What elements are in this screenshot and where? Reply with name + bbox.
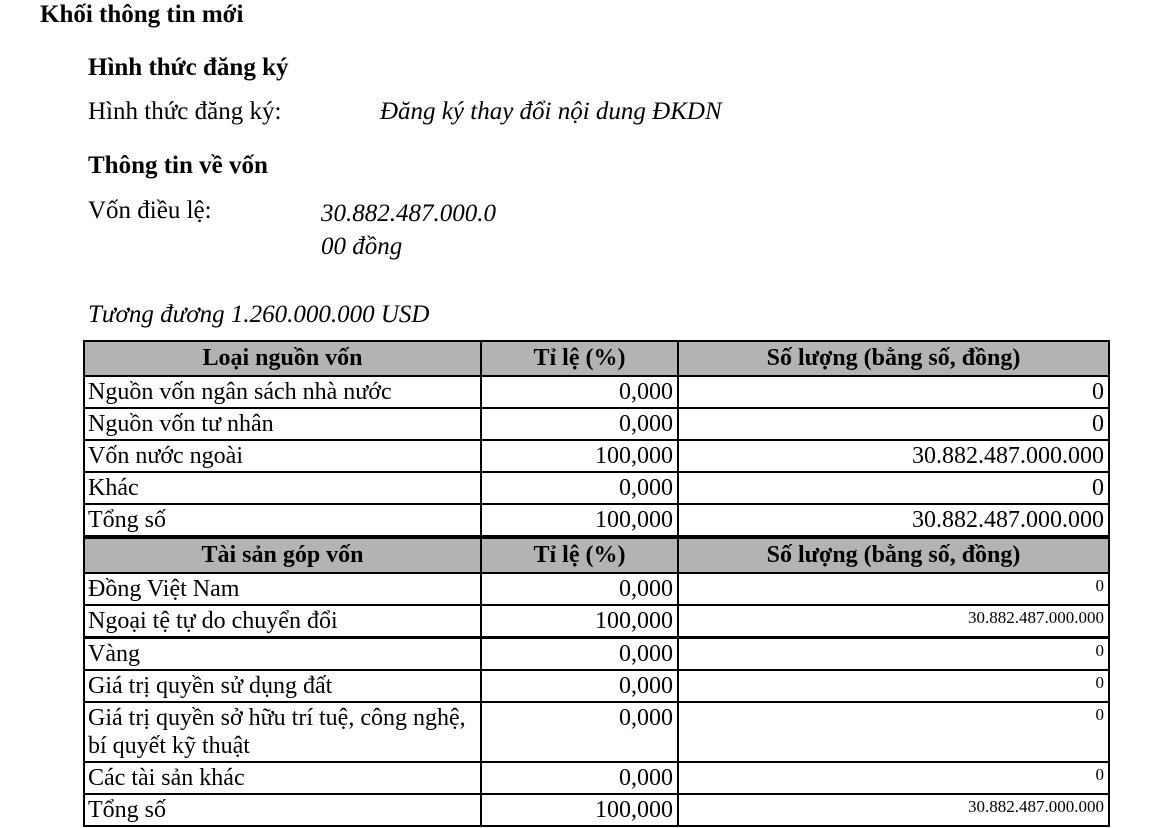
- cell-percentage: 0,000: [481, 670, 678, 702]
- table-row: [84, 472, 1109, 504]
- header-percentage: Tỉ lệ (%): [481, 538, 678, 573]
- table-row: [84, 638, 1109, 671]
- registration-field-label: Hình thức đăng ký:: [88, 98, 282, 125]
- cell-amount: 0: [678, 376, 1109, 408]
- cell-amount: 30.882.487.000.000: [678, 440, 1109, 472]
- cell-amount: 0: [678, 638, 1109, 671]
- cell-percentage: 0,000: [481, 472, 678, 504]
- table-total-row: [84, 794, 1109, 826]
- cell-source-name: Nguồn vốn tư nhân: [84, 408, 481, 440]
- cell-percentage: 100,000: [481, 605, 678, 638]
- cell-amount: 0: [678, 408, 1109, 440]
- registration-field-value: Đăng ký thay đổi nội dung ĐKDN: [380, 98, 722, 125]
- cell-amount: 30.882.487.000.000: [678, 794, 1109, 826]
- cell-asset-name: Tổng số: [84, 794, 481, 826]
- header-amount: Số lượng (bằng số, đồng): [678, 341, 1109, 376]
- cell-percentage: 100,000: [481, 440, 678, 472]
- section-heading-capital: Thông tin về vốn: [88, 152, 268, 179]
- header-amount: Số lượng (bằng số, đồng): [678, 538, 1109, 573]
- cell-amount: 0: [678, 762, 1109, 794]
- cell-amount: 30.882.487.000.000: [678, 504, 1109, 536]
- header-percentage: Tỉ lệ (%): [481, 341, 678, 376]
- cell-asset-name: Ngoại tệ tự do chuyển đổi: [84, 605, 481, 638]
- capital-source-table: [83, 340, 1110, 537]
- contributed-assets-table: [83, 537, 1110, 827]
- cell-percentage: 0,000: [481, 376, 678, 408]
- table-row: [84, 605, 1109, 638]
- cell-amount: 30.882.487.000.000: [678, 605, 1109, 638]
- cell-percentage: 0,000: [481, 638, 678, 671]
- cell-asset-name: Giá trị quyền sở hữu trí tuệ, công nghệ, bí quyết kỹ thuật: [84, 702, 481, 762]
- charter-capital-value-line2: 00 đồng: [321, 233, 403, 260]
- table-row: [84, 376, 1109, 408]
- cell-percentage: 0,000: [481, 573, 678, 605]
- cell-asset-name: Giá trị quyền sử dụng đất: [84, 670, 481, 702]
- cell-percentage: 0,000: [481, 408, 678, 440]
- cell-percentage: 100,000: [481, 794, 678, 826]
- table-row: [84, 408, 1109, 440]
- header-capital-source-type: Loại nguồn vốn: [84, 341, 481, 376]
- cell-asset-name: Các tài sản khác: [84, 762, 481, 794]
- charter-capital-label: Vốn điều lệ:: [88, 197, 212, 224]
- cell-asset-name: Đồng Việt Nam: [84, 573, 481, 605]
- cell-percentage: 0,000: [481, 702, 678, 762]
- table-row: [84, 702, 1109, 762]
- cell-percentage: 100,000: [481, 504, 678, 536]
- table-header-row: [84, 341, 1109, 376]
- cell-amount: 0: [678, 472, 1109, 504]
- charter-capital-value: [321, 197, 506, 263]
- table-total-row: [84, 504, 1109, 536]
- cell-amount: 0: [678, 573, 1109, 605]
- header-asset-type: Tài sản góp vốn: [84, 538, 481, 573]
- cell-amount: 0: [678, 702, 1109, 762]
- table-row: [84, 440, 1109, 472]
- table-row: [84, 762, 1109, 794]
- charter-capital-value-line1: 30.882.487.000.0: [321, 200, 496, 227]
- table-header-row: [84, 538, 1109, 573]
- document-title: Khối thông tin mới: [40, 1, 244, 28]
- cell-source-name: Nguồn vốn ngân sách nhà nước: [84, 376, 481, 408]
- cell-source-name: Tổng số: [84, 504, 481, 536]
- cell-percentage: 0,000: [481, 762, 678, 794]
- cell-asset-name: Vàng: [84, 638, 481, 671]
- table-row: [84, 573, 1109, 605]
- cell-amount: 0: [678, 670, 1109, 702]
- table-row: [84, 670, 1109, 702]
- cell-source-name: Vốn nước ngoài: [84, 440, 481, 472]
- section-heading-registration: Hình thức đăng ký: [88, 54, 289, 81]
- cell-source-name: Khác: [84, 472, 481, 504]
- usd-equivalent-note: Tương đương 1.260.000.000 USD: [88, 301, 430, 328]
